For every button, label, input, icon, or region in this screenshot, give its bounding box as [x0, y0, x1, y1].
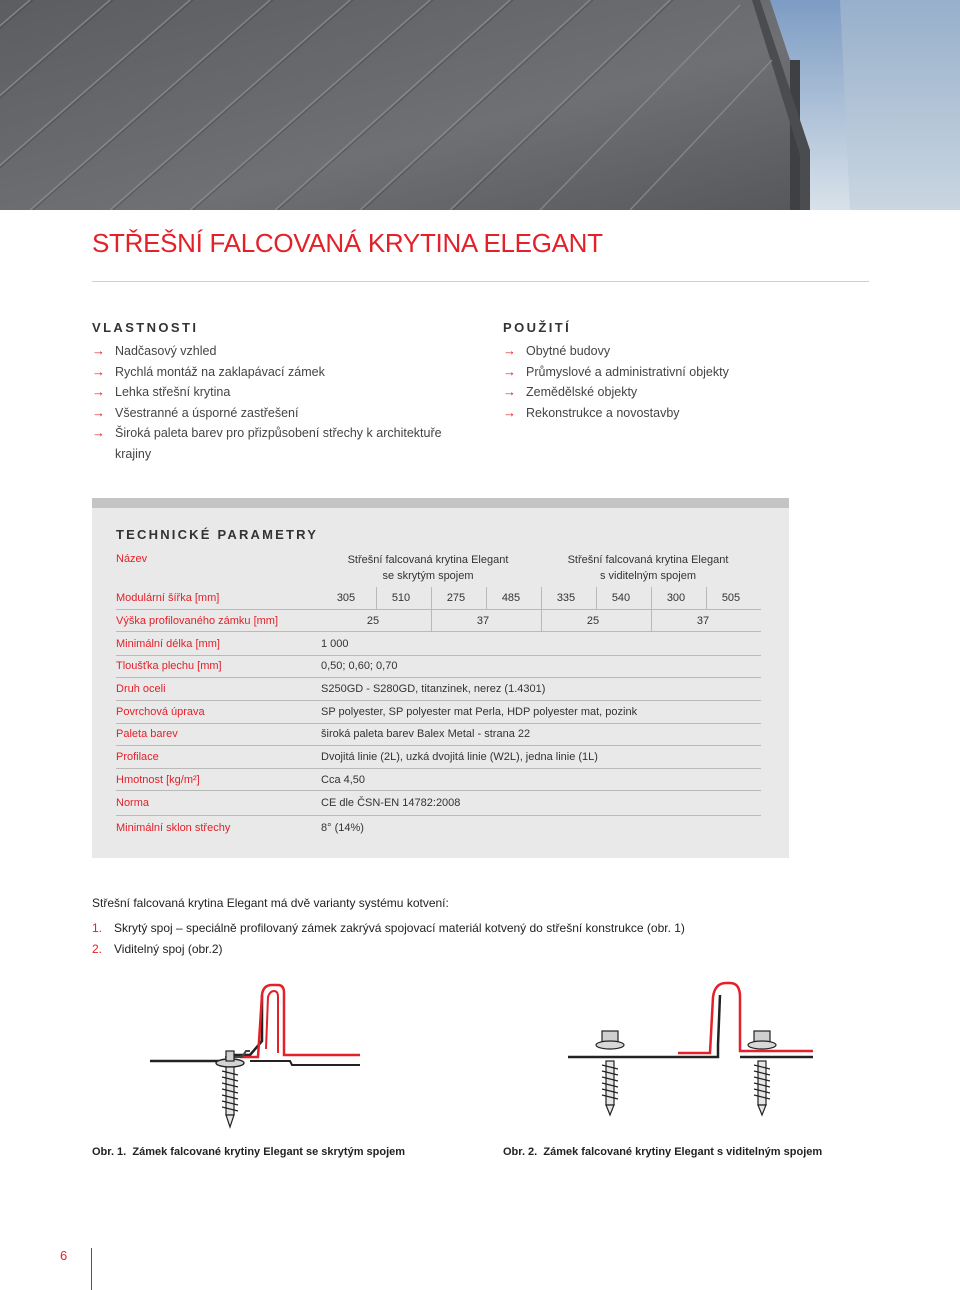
- figure-2-caption: Obr. 2. Zámek falcované krytiny Elegant s viditelným spojem: [503, 1146, 823, 1158]
- list-item: → Zemědělské objekty: [503, 382, 863, 403]
- row-label: Minimální délka [mm]: [116, 638, 220, 650]
- usage-heading: POUŽITÍ: [503, 320, 572, 335]
- row-label: Minimální sklon střechy: [116, 822, 231, 834]
- page-title: STŘEŠNÍ FALCOVANÁ KRYTINA ELEGANT: [92, 228, 603, 258]
- cell: 25: [586, 615, 600, 627]
- row-divider: [116, 790, 761, 791]
- cell-divider: [541, 587, 542, 631]
- row-value: Cca 4,50: [321, 774, 366, 786]
- row-value: Dvojitá linie (2L), uzká dvojitá linie (W2L), jedna linie (1L): [321, 751, 598, 763]
- figure-hidden-joint: [150, 975, 360, 1145]
- row-label: Profilace: [116, 751, 159, 763]
- title-divider: [92, 281, 869, 282]
- name-label: Název: [116, 553, 148, 565]
- list-item: → Lehka střešní krytina: [92, 382, 462, 403]
- row-divider: [116, 631, 761, 632]
- row-label: Tloušťka plechu [mm]: [116, 660, 222, 672]
- cell: 275: [446, 592, 466, 604]
- row-value: široká paleta barev Balex Metal - strana 22: [321, 728, 531, 740]
- list-item: 1. Skrytý spoj – speciálně profilovaný zámek zakrývá spojovací materiál kotvený do střešní konstrukce (obr. 1): [92, 921, 685, 935]
- row-label: Norma: [116, 797, 150, 809]
- cell-divider: [431, 587, 432, 631]
- column-header-visible: Střešní falcovaná krytina Elegant s viditelným spojem: [567, 554, 729, 582]
- figure-visible-joint: [568, 975, 813, 1145]
- row-divider: [116, 677, 761, 678]
- row-value: 1 000: [321, 638, 349, 650]
- row-divider: [116, 609, 761, 610]
- cell: 485: [501, 592, 521, 604]
- row-label: Výška profilovaného zámku [mm]: [116, 615, 279, 627]
- features-section: [92, 320, 462, 464]
- list-item: → Rekonstrukce a novostavby: [503, 403, 863, 424]
- row-value: CE dle ČSN-EN 14782:2008: [321, 797, 461, 809]
- row-value: SP polyester, SP polyester mat Perla, HDP polyester mat, pozink: [321, 706, 638, 718]
- row-divider: [116, 815, 761, 816]
- hero-roof-photo: [0, 0, 960, 210]
- list-item: → Nadčasový vzhled: [92, 341, 462, 362]
- arrow-right-icon: →: [503, 343, 516, 358]
- arrow-right-icon: →: [92, 384, 105, 399]
- row-label: Paleta barev: [116, 728, 178, 740]
- row-divider: [116, 723, 761, 724]
- technical-heading: TECHNICKÉ PARAMETRY: [116, 527, 319, 542]
- usage-section: [503, 320, 863, 423]
- cell: 305: [336, 592, 356, 604]
- cell: 25: [366, 615, 380, 627]
- cell-divider: [376, 587, 377, 609]
- row-divider: [116, 655, 761, 656]
- cell-divider: [486, 587, 487, 609]
- cell: 37: [476, 615, 490, 627]
- list-item: → Obytné budovy: [503, 341, 863, 362]
- arrow-right-icon: →: [503, 363, 516, 379]
- row-divider: [116, 768, 761, 769]
- list-item: → Průmyslové a administrativní objekty: [503, 362, 863, 383]
- cell: 300: [666, 592, 686, 604]
- figure-1-caption: Obr. 1. Zámek falcované krytiny Elegant se skrytým spojem: [92, 1146, 406, 1158]
- arrow-right-icon: →: [92, 404, 105, 420]
- intro-text: Střešní falcovaná krytina Elegant má dvě varianty systému kotvení:: [92, 896, 449, 910]
- cell-divider: [651, 587, 652, 631]
- row-value: 0,50; 0,60; 0,70: [321, 660, 398, 672]
- page-number-divider: [91, 1248, 92, 1290]
- row-label: Hmotnost [kg/m²]: [116, 774, 200, 786]
- arrow-right-icon: →: [503, 384, 516, 399]
- arrow-right-icon: →: [92, 343, 105, 358]
- list-item: 2. Viditelný spoj (obr.2): [92, 942, 223, 956]
- row-label: Modulární šířka [mm]: [116, 592, 220, 604]
- arrow-right-icon: →: [92, 425, 105, 440]
- page-number: 6: [60, 1248, 68, 1263]
- column-header-hidden: Střešní falcovaná krytina Elegant se skrytým spojem: [347, 554, 509, 582]
- variants-list: [92, 918, 685, 960]
- row-label: Druh oceli: [116, 683, 166, 695]
- cell-divider: [706, 587, 707, 609]
- arrow-right-icon: →: [92, 363, 105, 379]
- list-item: → Rychlá montáž na zaklapávací zámek: [92, 362, 462, 383]
- cell: 505: [721, 592, 741, 604]
- cell: 335: [556, 592, 576, 604]
- row-divider: [116, 700, 761, 701]
- cell: 37: [696, 615, 710, 627]
- arrow-right-icon: →: [503, 404, 516, 420]
- row-value: S250GD - S280GD, titanzinek, nerez (1.4301): [321, 683, 546, 695]
- row-label: Povrchová úprava: [116, 706, 205, 718]
- list-item: → Široká paleta barev pro přizpůsobení střechy k architektuře krajiny: [92, 425, 442, 461]
- row-divider: [116, 745, 761, 746]
- list-item: → Všestranné a úsporné zastřešení: [92, 403, 462, 424]
- cell-divider: [596, 587, 597, 609]
- cell: 540: [611, 592, 631, 604]
- cell: 510: [391, 592, 411, 604]
- row-value: 8° (14%): [321, 822, 364, 834]
- features-heading: VLASTNOSTI: [92, 320, 199, 335]
